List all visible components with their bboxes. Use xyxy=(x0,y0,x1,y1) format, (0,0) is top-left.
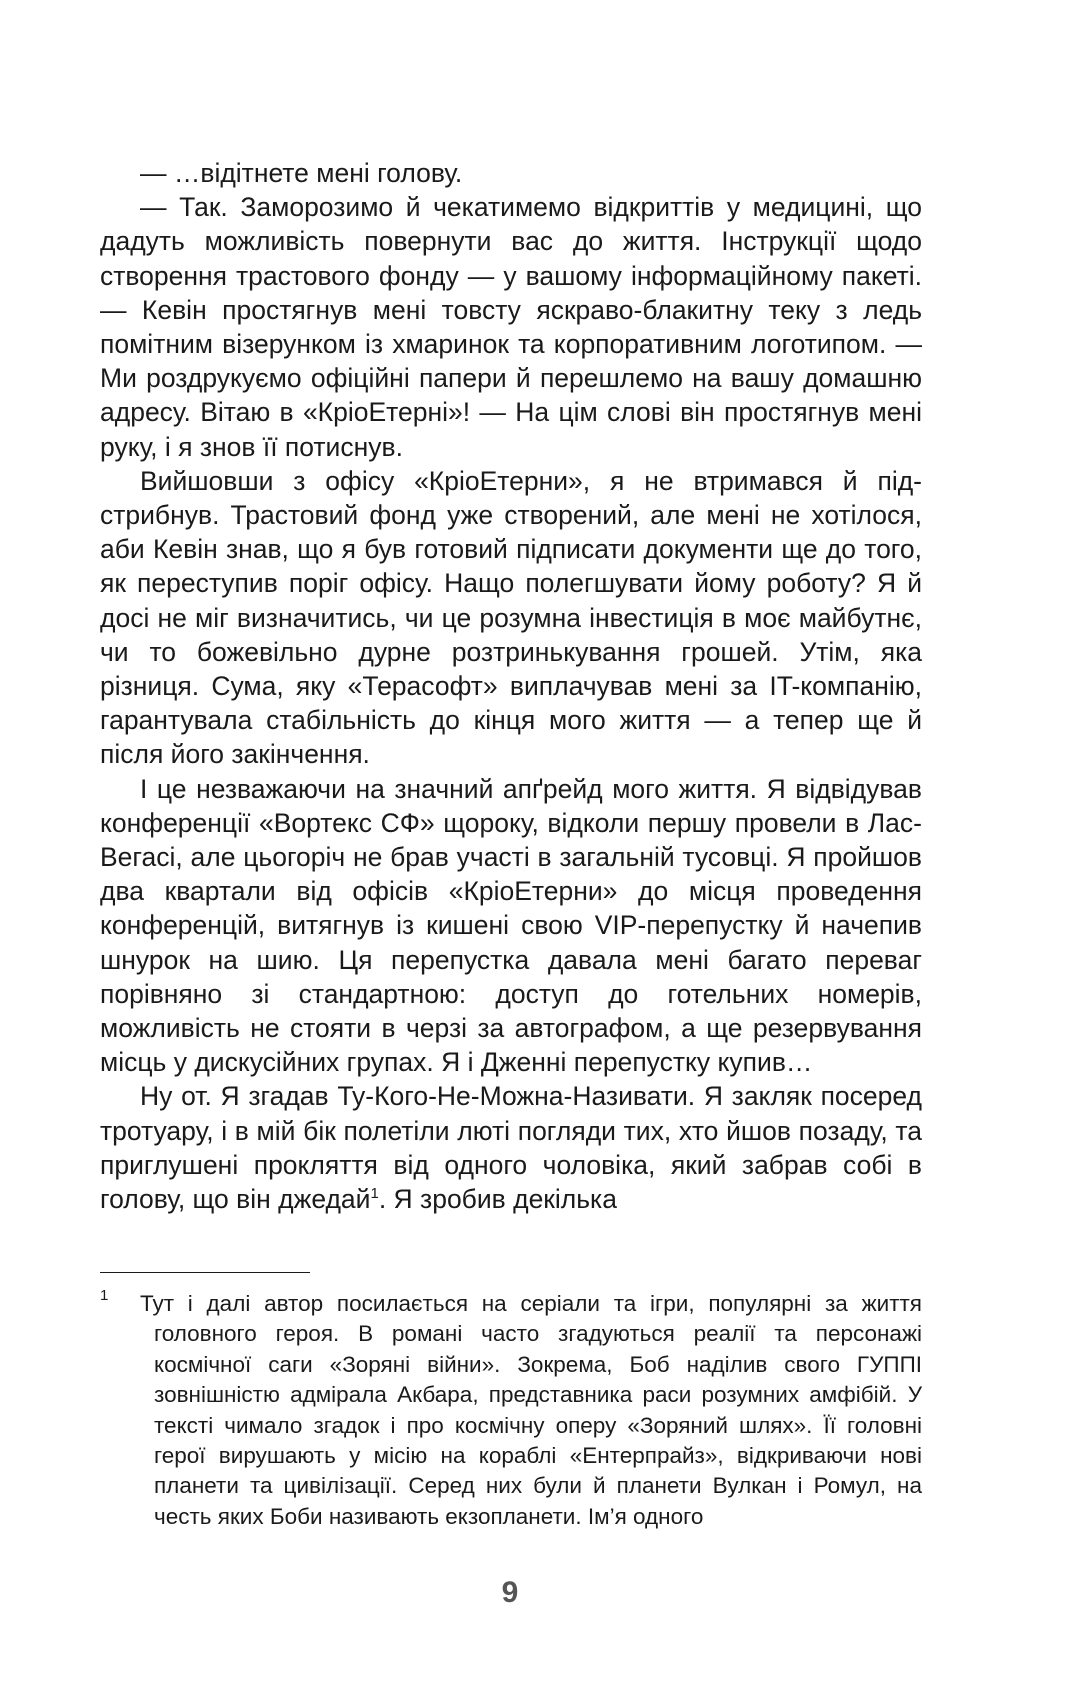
footnote xyxy=(100,1289,922,1532)
footnote-text: Тут і далі автор посилається на серіали та ігри, популярні за життя головного героя. В романі часто згадуються реалії та персонажі космічної саги «Зоряні війни». Зокрема, Боб наділив свого ГУППІ зовнішністю адмірала Акбара, представника раси розумних амфібій. У тексті чимало згадок і про космічну оперу «Зоряний шлях». Її головні герої вирушають у місію на кораблі «Ентерпрайз», відкриваючи нові планети та цивілізації. Серед них були й планети Вулкан і Ромул, на честь яких Боби називають екзопланети. Ім’я одного xyxy=(140,1291,922,1529)
footnote-mark: 1 xyxy=(100,1287,109,1304)
footnote-reference[interactable]: 1 xyxy=(370,1185,379,1203)
paragraph: — …відітнете мені голову. xyxy=(140,158,463,188)
main-text xyxy=(100,156,922,1216)
paragraph: Вийшовши з офісу «КріоЕтерни», я не втримався й підстрибнув. Трастовий фонд уже створений, але мені не хотілося, аби Кевін знав, що я був готовий підписати документи ще до того, як переступив поріг офісу. Нащо полегшувати йому роботу? Я й досі не міг визначитись, чи це розумна інвестиція в моє майбутнє, чи то божевільно дурне розтринькування грошей. Утім, яка різниця. Сума, яку «Терасофт» виплачував мені за IT-компанію, гарантувала стабільність до кінця мого життя — а тепер ще й після його закінчення. xyxy=(100,465,922,770)
paragraph-text: Ну от. Я згадав Ту-Кого-Не-Можна-Називати. Я закляк посеред тротуару, і в мій бік полетіли люті погляди тих, хто йшов позаду, та приглушені прокляття від одного чоловіка, який забрав собі в голову, що він джедай xyxy=(100,1081,922,1215)
paragraph-text: . Я зробив декілька xyxy=(378,1184,617,1215)
paragraph: І це незважаючи на значний апґрейд мого життя. Я відвідував конференції «Вортекс СФ» щороку, відколи першу провели в Лас-Вегасі, але цьогоріч не брав участі в загальній тусовці. Я пройшов два квартали від офісів «КріоЕтерни» до місця проведення конференцій, витягнув із кишені свою VIP-перепустку й начепив шнурок на шию. Ця перепустка давала мені багато переваг порівняно зі стандартною: доступ до готельних номерів, можливість не стояти в черзі за автографом, а ще резервування місць у дискусійних групах. Я і Дженні перепустку купив… xyxy=(100,773,922,1078)
paragraph: — Так. Заморозимо й чекатимемо відкриттів у медицині, що дадуть можливість повернути вас до життя. Інструкції щодо створення трастового фонду — у вашому інформаційному пакеті. — Кевін простягнув мені товсту яскраво-блакитну теку з ледь помітним візерунком із хмаринок та корпоративним логотипом. — Ми роздрукуємо офіційні папери й перешлемо на вашу домашню адресу. Вітаю в «КріоЕтерні»! — На цім слові він простягнув мені руку, і я знов її потиснув. xyxy=(100,192,922,462)
page-number: 9 xyxy=(501,1576,519,1609)
footnote-divider xyxy=(100,1272,310,1273)
paragraph xyxy=(100,1079,922,1216)
